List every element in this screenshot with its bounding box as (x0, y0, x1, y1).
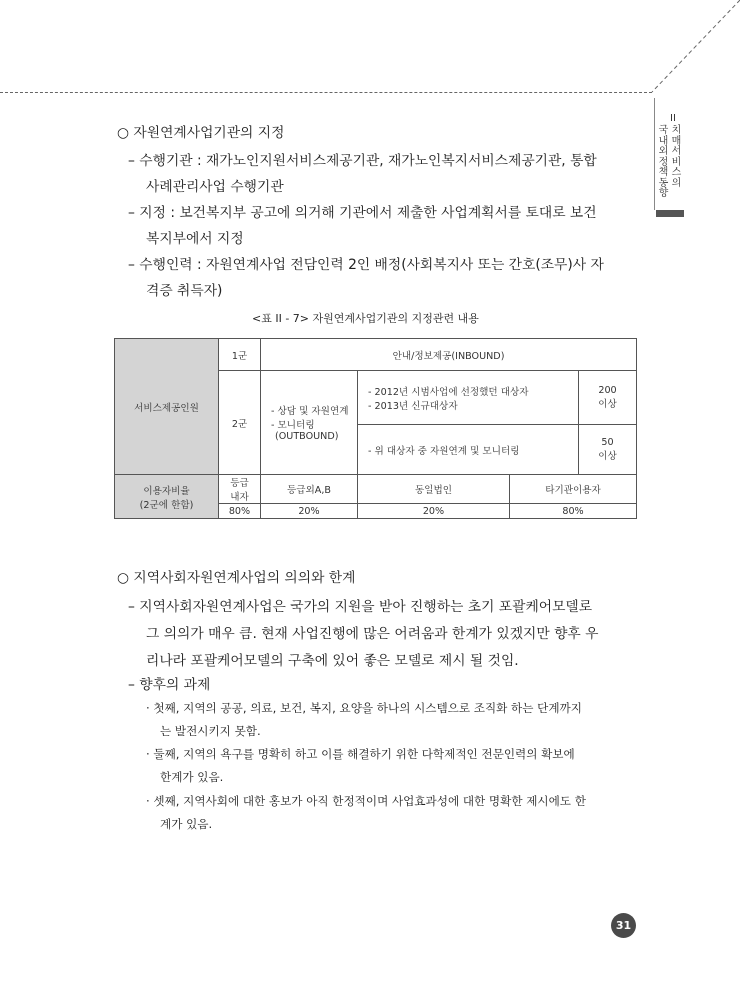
section1-bullet1-line1: – 수행기관 : 재가노인지원서비스제공기관, 재가노인복지서비스제공기관, 통합 (128, 153, 597, 169)
col-same-cell: 동일법인 (358, 475, 510, 504)
group1-desc-cell: 안내/정보제공(INBOUND) (261, 339, 637, 371)
ratio-label-line2: (2군에 한함) (139, 499, 194, 511)
sidebar-title-col1: 국내외정책동향 (658, 125, 669, 199)
task2-line2: 한계가 있음. (160, 770, 224, 784)
task1-line1: · 첫째, 지역의 공공, 의료, 보건, 복지, 요양을 하나의 시스템으로 조직화 하는 단계까지 (146, 701, 582, 715)
section1-bullet3-line2: 격증 취득자) (146, 283, 223, 299)
sidebar-chapter-number: II (670, 113, 676, 124)
section2-heading: ○ 지역사회자원연계사업의 의의와 한계 (117, 570, 356, 586)
section1-bullet2-line2: 복지부에서 지정 (146, 231, 244, 247)
task2-line1: · 둘째, 지역의 욕구를 명확히 하고 이를 해결하기 위한 다학제적인 전문인력의 확보에 (146, 747, 575, 761)
target2-count-cell (579, 425, 637, 475)
val-same-cell: 20% (358, 504, 510, 519)
designation-table (114, 338, 637, 519)
target1-count-cell (579, 371, 637, 425)
section2-bullet1-line2: 그 의의가 매우 큼. 현재 사업진행에 많은 어려움과 한계가 있겠지만 향후 우 (146, 626, 599, 642)
page-number-badge: 31 (611, 913, 636, 938)
corner-diagonal-line (640, 0, 740, 100)
target2-count-unit: 이상 (598, 451, 617, 462)
section1-bullet3-line1: – 수행인력 : 자원연계사업 전담인력 2인 배정(사회복지사 또는 간호(조무)사 자 (128, 257, 604, 273)
group2-desc-line3: (OUTBOUND) (275, 431, 339, 442)
sidebar-divider (654, 98, 655, 210)
group2-cell: 2군 (219, 371, 261, 475)
group2-desc-line2: - 모니터링 (271, 420, 315, 431)
header-dashed-line (0, 92, 652, 93)
target2-count: 50 (601, 437, 614, 448)
ratio-label-cell (115, 475, 219, 519)
section2-bullet2: – 향후의 과제 (128, 677, 211, 693)
val-ab-cell: 20% (261, 504, 358, 519)
target1-line2: - 2013년 신규대상자 (368, 400, 458, 412)
sidebar-title-col2: 치매서비스의 (671, 125, 682, 189)
table-caption: <표 II - 7> 자원연계사업기관의 지정관련 내용 (252, 312, 479, 325)
task3-line1: · 셋째, 지역사회에 대한 홍보가 아직 한정적이며 사업효과성에 대한 명확한 제시에도 한 (146, 794, 586, 808)
target1-count: 200 (598, 385, 617, 396)
col-grade-line2: 내자 (230, 492, 249, 503)
section1-bullet2-line1: – 지정 : 보건복지부 공고에 의거해 기관에서 제출한 사업계획서를 토대로 보건 (128, 205, 597, 221)
table-row-ratio-header (115, 475, 637, 504)
section1-heading: ○ 자원연계사업기관의 지정 (117, 125, 285, 141)
target1-count-unit: 이상 (598, 399, 617, 410)
section1-bullet1-line2: 사례관리사업 수행기관 (146, 179, 284, 195)
section2-bullet1-line1: – 지역사회자원연계사업은 국가의 지원을 받아 진행하는 초기 포괄케어모델로 (128, 599, 593, 615)
service-label-cell: 서비스제공인원 (115, 339, 219, 475)
val-other-cell: 80% (510, 504, 637, 519)
sidebar-tab-bar (656, 210, 684, 217)
ratio-label-line1: 이용자비율 (143, 485, 190, 497)
col-grade-line1: 등급 (230, 478, 249, 489)
col-other-cell: 타기관이용자 (510, 475, 637, 504)
col-grade-cell (219, 475, 261, 504)
col-ab-cell: 등급외A,B (261, 475, 358, 504)
target1-line1: - 2012년 시범사업에 선정했던 대상자 (368, 386, 529, 398)
table-row-group1 (115, 339, 637, 371)
task1-line2: 는 발전시키지 못함. (160, 724, 261, 738)
group2-desc-line1: - 상담 및 자원연계 (271, 406, 349, 417)
val-grade-cell: 80% (219, 504, 261, 519)
section2-bullet1-line3: 리나라 포괄케어모델의 구축에 있어 좋은 모델로 제시 될 것임. (146, 653, 519, 669)
group1-cell: 1군 (219, 339, 261, 371)
target1-cell (358, 371, 579, 425)
group2-desc-cell (261, 371, 358, 475)
target2-cell: - 위 대상자 중 자원연계 및 모니터링 (358, 425, 579, 475)
task3-line2: 계가 있음. (160, 817, 213, 831)
